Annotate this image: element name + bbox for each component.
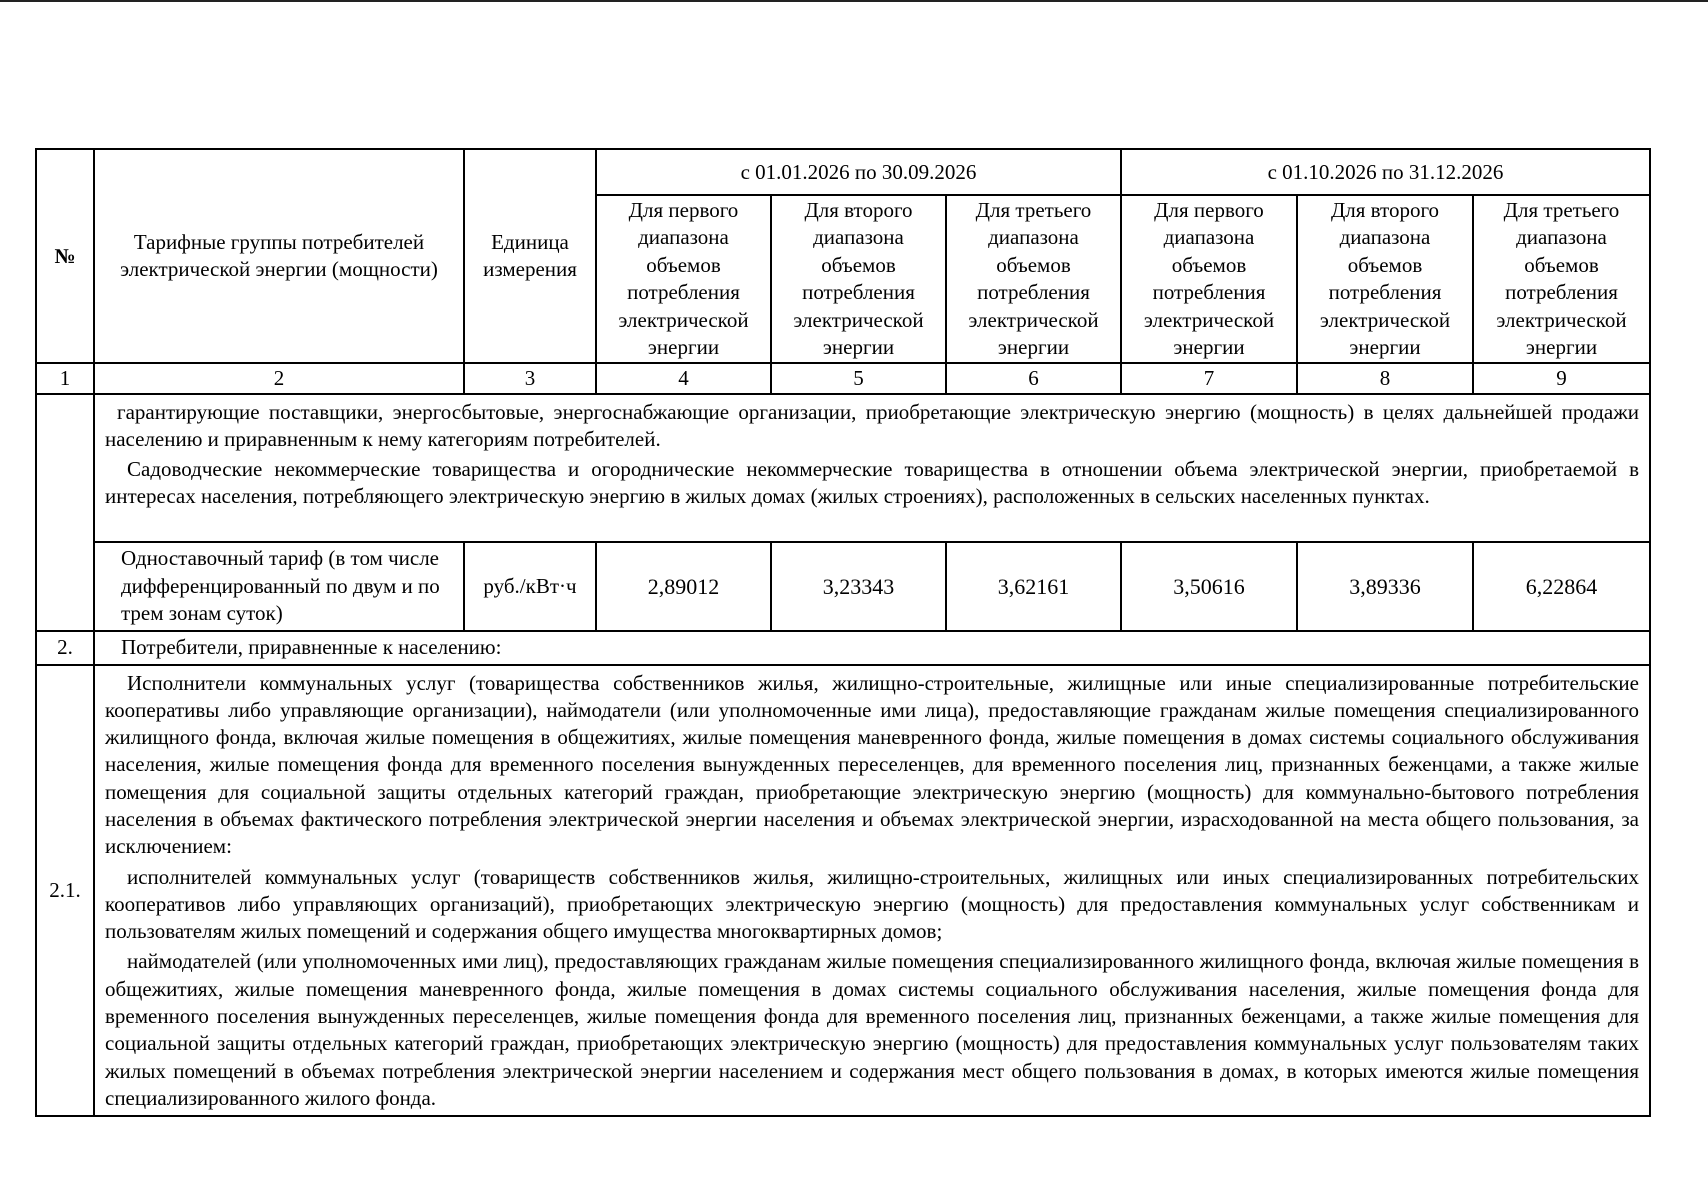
column-number: 4 — [596, 363, 771, 394]
row-2-1-paragraph-1: Исполнители коммунальных услуг (товарищества собственников жилья, жилищно-строительные, жилищные или иные специализированные потребительские кооперативы либо управляющие организации), наймодатели (или уполномоченные ими лица), предоставляющие гражданам жилые помещения специализированного жилищного фонда, включая жилые помещения в общежитиях, жилые помещения маневренного фонда, жилые помещения в домах системы социального обслуживания населения, жилые помещения фонда для временного поселения вынужденных переселенцев, для временного поселения лиц, признанных беженцами, а также жилые помещения для социальной защиты отдельных категорий граждан, приобретающие электрическую энергию (мощность) для коммунально-бытового потребления населения в объемах фактического потребления электрической энергии населения и объемах электрической энергии, израсходованной на места общего пользования, за исключением: — [105, 670, 1639, 859]
header-unit: Единица измерения — [464, 149, 596, 363]
header-range-3-period-2: Для третьего диапазона объемов потребления электрической энергии — [1473, 195, 1650, 363]
header-range-2-period-1: Для второго диапазона объемов потребления электрической энергии — [771, 195, 946, 363]
row-2-1-description — [94, 665, 1650, 1117]
tariff-value-5: 3,89336 — [1297, 542, 1473, 631]
row-2-1-paragraph-2: исполнителей коммунальных услуг (товариществ собственников жилья, жилищно-строительных, жилищных или иных специализированных потребительских кооперативов либо управляющих организаций), приобретающих электрическую энергию (мощность) для предоставления коммунальных услуг собственникам и пользователям жилых помещений и содержания общего имущества многоквартирных домов; — [105, 864, 1639, 944]
header-range-2-period-2: Для второго диапазона объемов потребления электрической энергии — [1297, 195, 1473, 363]
page-top-edge — [0, 0, 1708, 2]
column-number: 5 — [771, 363, 946, 394]
column-number-row — [36, 363, 1650, 394]
header-number: № — [36, 149, 94, 363]
header-period-1: с 01.01.2026 по 30.09.2026 — [596, 149, 1121, 195]
block1-paragraph-1: гарантирующие поставщики, энергосбытовые, энергоснабжающие организации, приобретающие электрическую энергию (мощность) в целях дальнейшей продажи населению и приравненным к нему категориям потребителей. — [105, 400, 1639, 451]
tariff-row-name: Одноставочный тариф (в том числе дифференцированный по двум и по трем зонам суток) — [94, 542, 464, 631]
tariff-row — [36, 542, 1650, 631]
tariff-value-3: 3,62161 — [946, 542, 1121, 631]
column-number: 6 — [946, 363, 1121, 394]
row-2 — [36, 631, 1650, 665]
row-2-1 — [36, 665, 1650, 1117]
block1-description — [94, 394, 1650, 542]
tariff-table — [35, 148, 1651, 1117]
header-tariff-groups: Тарифные группы потребителей электрической энергии (мощности) — [94, 149, 464, 363]
column-number: 9 — [1473, 363, 1650, 394]
tariff-value-2: 3,23343 — [771, 542, 946, 631]
block1-paragraph-2: Садоводческие некоммерческие товарищества и огороднические некоммерческие товарищества в отношении объема электрической энергии, приобретаемой в интересах населения, потребляющего электрическую энергию в жилых домах (жилых строениях), расположенных в сельских населенных пунктах. — [105, 457, 1639, 508]
header-range-3-period-1: Для третьего диапазона объемов потребления электрической энергии — [946, 195, 1121, 363]
column-number: 3 — [464, 363, 596, 394]
column-number: 1 — [36, 363, 94, 394]
block1-row — [36, 394, 1650, 542]
header-range-1-period-2: Для первого диапазона объемов потребления электрической энергии — [1121, 195, 1297, 363]
column-number: 7 — [1121, 363, 1297, 394]
row-2-1-paragraph-3: наймодателей (или уполномоченных ими лиц), предоставляющих гражданам жилые помещения специализированного жилищного фонда, включая жилые помещения в общежитиях, жилые помещения маневренного фонда, жилые помещения в домах системы социального обслуживания населения, жилые помещения фонда для временного поселения вынужденных переселенцев, жилые помещения фонда для временного поселения лиц, признанных беженцами, а также жилые помещения для социальной защиты отдельных категорий граждан, приобретающих электрическую энергию (мощность) для предоставления коммунальных услуг пользователям таких жилых помещений в объемах потребления электрической энергии населением и содержания мест общего пользования в домах, в которых имеются жилые помещения специализированного жилого фонда. — [105, 949, 1639, 1110]
tariff-row-unit: руб./кВт·ч — [464, 542, 596, 631]
row-number-empty — [36, 394, 94, 631]
tariff-value-1: 2,89012 — [596, 542, 771, 631]
tariff-value-4: 3,50616 — [1121, 542, 1297, 631]
row-2-number: 2. — [36, 631, 94, 665]
column-number: 2 — [94, 363, 464, 394]
row-2-text: Потребители, приравненные к населению: — [94, 631, 1650, 665]
tariff-value-6: 6,22864 — [1473, 542, 1650, 631]
row-2-1-number: 2.1. — [36, 665, 94, 1117]
column-number: 8 — [1297, 363, 1473, 394]
header-range-1-period-1: Для первого диапазона объемов потребления электрической энергии — [596, 195, 771, 363]
header-period-2: с 01.10.2026 по 31.12.2026 — [1121, 149, 1650, 195]
